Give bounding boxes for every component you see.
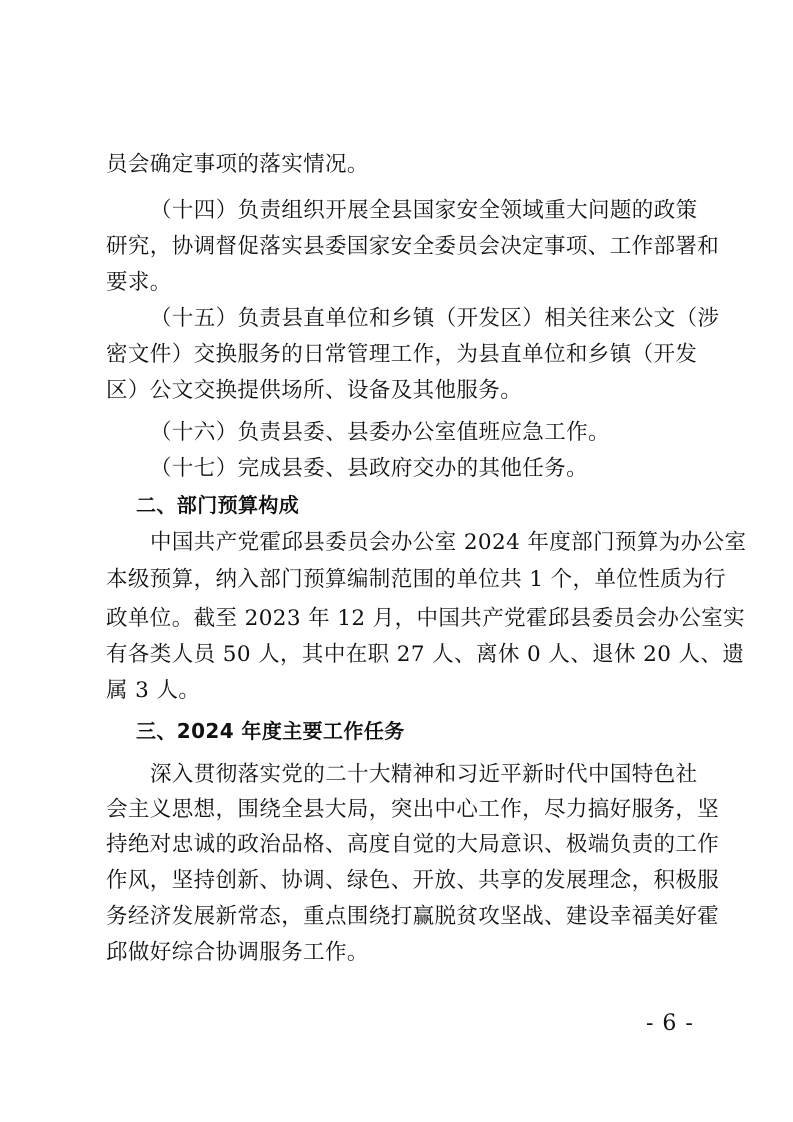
paragraph-line: 密文件）交换服务的日常管理工作，为县直单位和乡镇（开发 [106,342,698,367]
paragraph-line: （十六）负责县委、县委办公室值班应急工作。 [150,420,610,445]
paragraph-line: 政单位。截至 2023 年 12 月，中国共产党霍邱县委员会办公室实 [106,606,746,631]
section-heading: 三、2024 年度主要工作任务 [136,719,405,743]
paragraph-line: 中国共产党霍邱县委员会办公室 2024 年度部门预算为办公室 [150,530,747,555]
paragraph-line: 区）公文交换提供场所、设备及其他服务。 [106,378,523,403]
paragraph-line: 属 3 人。 [106,678,201,703]
paragraph-line: （十五）负责县直单位和乡镇（开发区）相关往来公文（涉 [150,306,720,331]
paragraph-line: 务经济发展新常态，重点围绕打赢脱贫攻坚战、建设幸福美好霍 [106,904,720,929]
paragraph-line: 本级预算，纳入部门预算编制范围的单位共 1 个，单位性质为行 [106,567,726,592]
paragraph-line: 作风，坚持创新、协调、绿色、开放、共享的发展理念，积极服 [106,868,720,893]
paragraph-line: 研究，协调督促落实县委国家安全委员会决定事项、工作部署和 [106,234,720,259]
paragraph-line: 会主义思想，围绕全县大局，突出中心工作，尽力搞好服务，坚 [106,797,720,822]
paragraph-line: 深入贯彻落实党的二十大精神和习近平新时代中国特色社 [150,762,698,787]
page-number: - 6 - [646,1011,694,1036]
paragraph-line: 持绝对忠诚的政治品格、高度自觉的大局意识、极端负责的工作 [106,832,720,857]
paragraph-line: （十四）负责组织开展全县国家安全领域重大问题的政策 [150,198,698,223]
paragraph-line: （十七）完成县委、县政府交办的其他任务。 [150,456,589,481]
paragraph-line: 员会确定事项的落实情况。 [106,152,369,177]
paragraph-line: 邱做好综合协调服务工作。 [106,940,369,965]
paragraph-line: 有各类人员 50 人，其中在职 27 人、离休 0 人、退休 20 人、遗 [106,642,745,667]
section-heading: 二、部门预算构成 [136,493,300,517]
paragraph-line: 要求。 [106,270,172,295]
